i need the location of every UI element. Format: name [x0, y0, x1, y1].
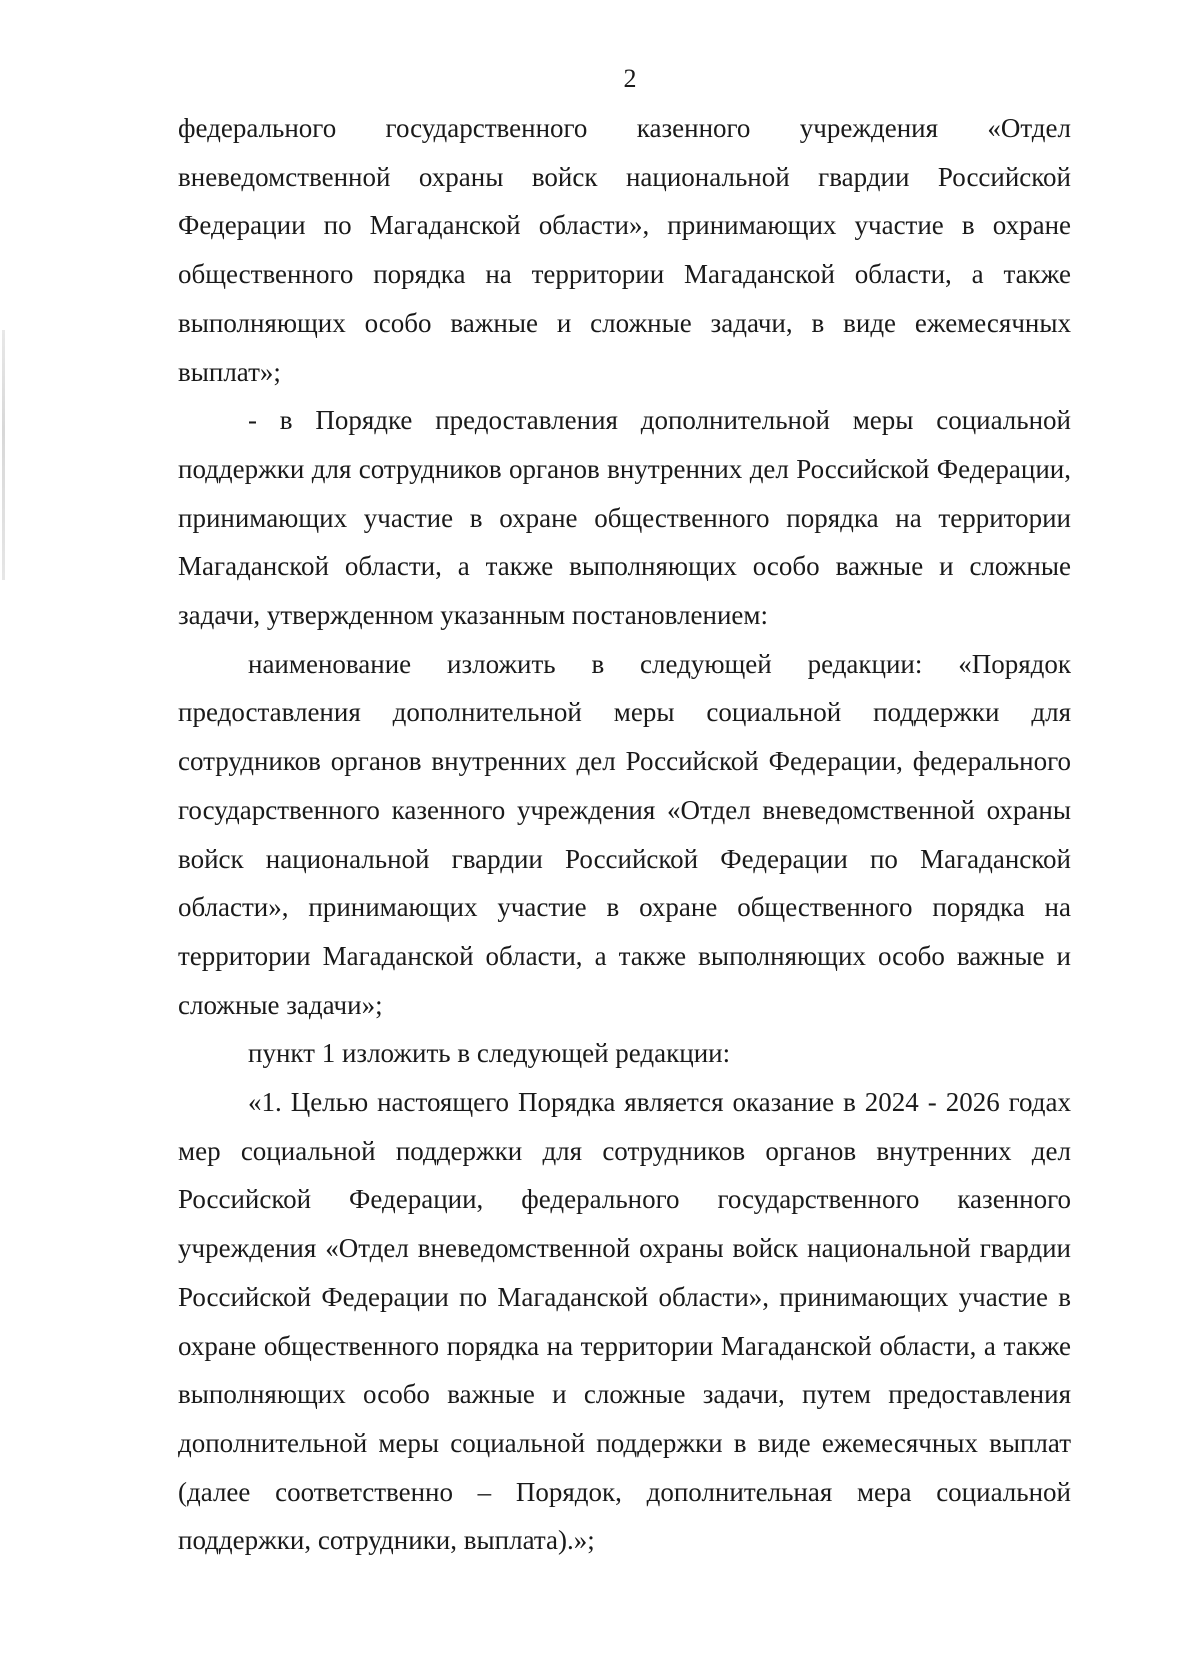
page-number: 2 — [623, 64, 637, 93]
scan-edge-shadow — [2, 330, 5, 580]
paragraph-point-1-text: «1. Целью настоящего Порядка является оказание в 2024 - 2026 годах мер социальной поддержки для сотрудников органов внутренних дел Российской Федерации, федерального государственного казенного учреждения «Отдел вневедомственной охраны войск национальной гвардии Российской Федерации по Магаданской области», принимающих участие в охране общественного порядка на территории Магаданской области, а также выполняющих особо важные и сложные задачи, путем предоставления дополнительной меры социальной поддержки в виде ежемесячных выплат (далее соответственно – Порядок, дополнительная мера социальной поддержки, сотрудники, выплата).»; — [178, 1087, 1071, 1556]
paragraph-continuation: федерального государственного казенного учреждения «Отдел вневедомственной охраны войск национальной гвардии Российской Федерации по Магаданской области», принимающих участие в охране общественного порядка на территории Магаданской области, а также выполняющих особо важные и сложные задачи, в виде ежемесячных выплат»; — [178, 113, 1071, 387]
paragraph-point-1-intro: пункт 1 изложить в следующей редакции: — [248, 1038, 731, 1069]
document-body — [178, 104, 1071, 1565]
paragraph-title-amendment: наименование изложить в следующей редакции: «Порядок предоставления дополнительной меры социальной поддержки для сотрудников органов внутренних дел Российской Федерации, федерального государственного казенного учреждения «Отдел вневедомственной охраны войск национальной гвардии Российской Федерации по Магаданской области», принимающих участие в охране общественного порядка на территории Магаданской области, а также выполняющих особо важные и сложные задачи»; — [178, 648, 1071, 1020]
paragraph-amendment-item: - в Порядке предоставления дополнительной меры социальной поддержки для сотрудников органов внутренних дел Российской Федерации, принимающих участие в охране общественного порядка на территории Магаданской области, а также выполняющих особо важные и сложные задачи, утвержденном указанным постановлением: — [178, 405, 1071, 631]
